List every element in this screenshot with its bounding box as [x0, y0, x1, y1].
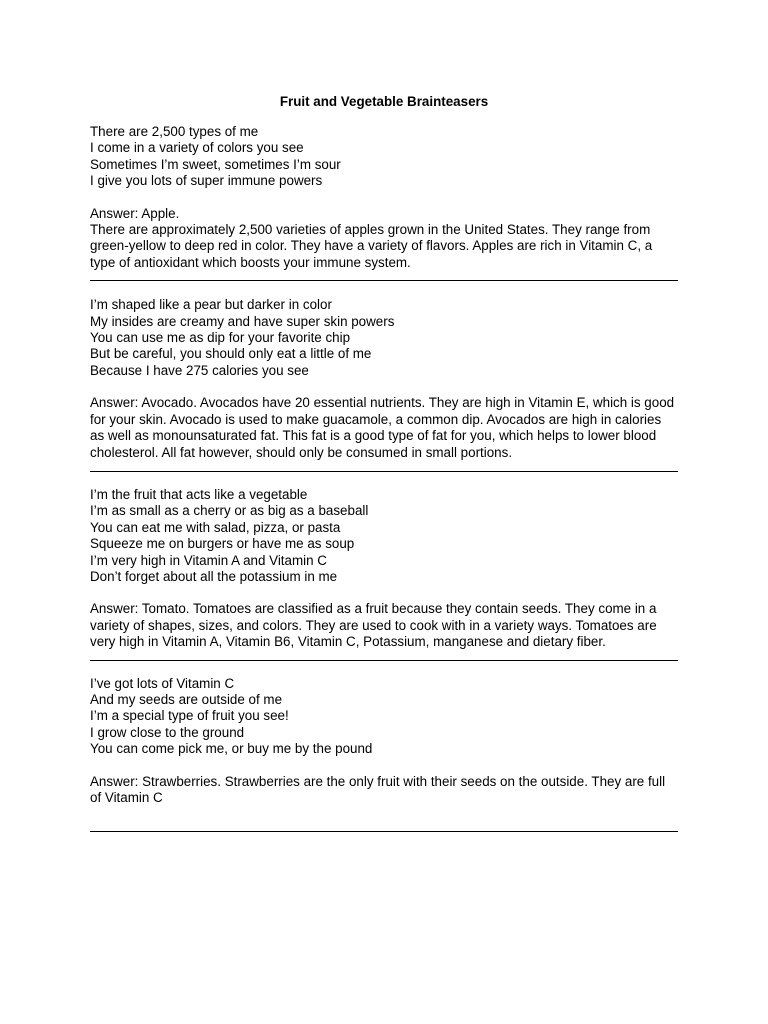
answer-text: Answer: Avocado. Avocados have 20 essential nutrients. They are high in Vitamin E, which is good for your skin. Avocado is used to make guacamole, a common dip. Avocados are high in calories as well as monounsaturated fat. This fat is a good type of fat for you, which helps to lower blood cholesterol. All fat however, should only be consumed in small portions. [90, 395, 675, 460]
riddle-line: Squeeze me on burgers or have me as soup [90, 536, 355, 552]
riddle-section-tomato [90, 487, 678, 651]
riddle-line: I’m the fruit that acts like a vegetable [90, 486, 308, 502]
riddle-line: You can come pick me, or buy me by the pound [90, 741, 373, 757]
riddle-verse [90, 297, 678, 379]
riddle-line: There are 2,500 types of me [90, 124, 259, 139]
riddle-verse [90, 487, 678, 585]
riddle-line: I give you lots of super immune powers [90, 173, 323, 189]
riddle-line: But be careful, you should only eat a little of me [90, 346, 372, 362]
riddle-line: I’m as small as a cherry or as big as a baseball [90, 503, 369, 519]
riddle-line: My insides are creamy and have super skin powers [90, 313, 395, 329]
riddle-line: I come in a variety of colors you see [90, 140, 304, 156]
document-page [90, 94, 678, 832]
riddle-verse [90, 124, 678, 190]
answer-block [90, 601, 678, 650]
answer-block [90, 206, 678, 272]
riddle-line: And my seeds are outside of me [90, 691, 283, 707]
riddle-verse [90, 676, 678, 758]
riddle-section-avocado [90, 297, 678, 461]
riddle-line: I’m shaped like a pear but darker in color [90, 297, 332, 313]
riddle-line: You can use me as dip for your favorite chip [90, 330, 351, 346]
riddle-line: I’ve got lots of Vitamin C [90, 675, 235, 691]
riddle-line: I’m a special type of fruit you see! [90, 708, 289, 724]
riddle-line: Don’t forget about all the potassium in me [90, 568, 338, 584]
riddle-line: Sometimes I’m sweet, sometimes I’m sour [90, 156, 341, 172]
riddle-line: I grow close to the ground [90, 724, 245, 740]
riddle-section-apple [90, 124, 678, 271]
section-divider [90, 831, 678, 832]
answer-text: Answer: Tomato. Tomatoes are classified as a fruit because they contain seeds. They come in a variety of shapes, sizes, and colors. They are used to cook with in a variety ways. Tomatoes are very high in Vitamin A, Vitamin B6, Vitamin C, Potassium, manganese and dietary fiber. [90, 601, 657, 650]
riddle-line: You can eat me with salad, pizza, or pasta [90, 519, 341, 535]
answer-text: There are approximately 2,500 varieties of apples grown in the United States. They range from green-yellow to deep red in color. They have a variety of flavors. Apples are rich in Vitamin C, a type of antioxidant which boosts your immune system. [90, 222, 653, 270]
riddle-section-strawberries [90, 676, 678, 807]
section-divider [90, 471, 678, 472]
section-divider [90, 660, 678, 661]
answer-text: Answer: Strawberries. Strawberries are the only fruit with their seeds on the outside. They are full of Vitamin C [90, 773, 666, 805]
section-divider [90, 280, 678, 281]
answer-block [90, 395, 678, 461]
riddle-line: I’m very high in Vitamin A and Vitamin C [90, 552, 327, 568]
answer-label: Answer: Apple. [90, 205, 180, 221]
answer-block [90, 774, 678, 807]
document-title: Fruit and Vegetable Brainteasers [279, 94, 489, 109]
riddle-line: Because I have 275 calories you see [90, 362, 309, 378]
